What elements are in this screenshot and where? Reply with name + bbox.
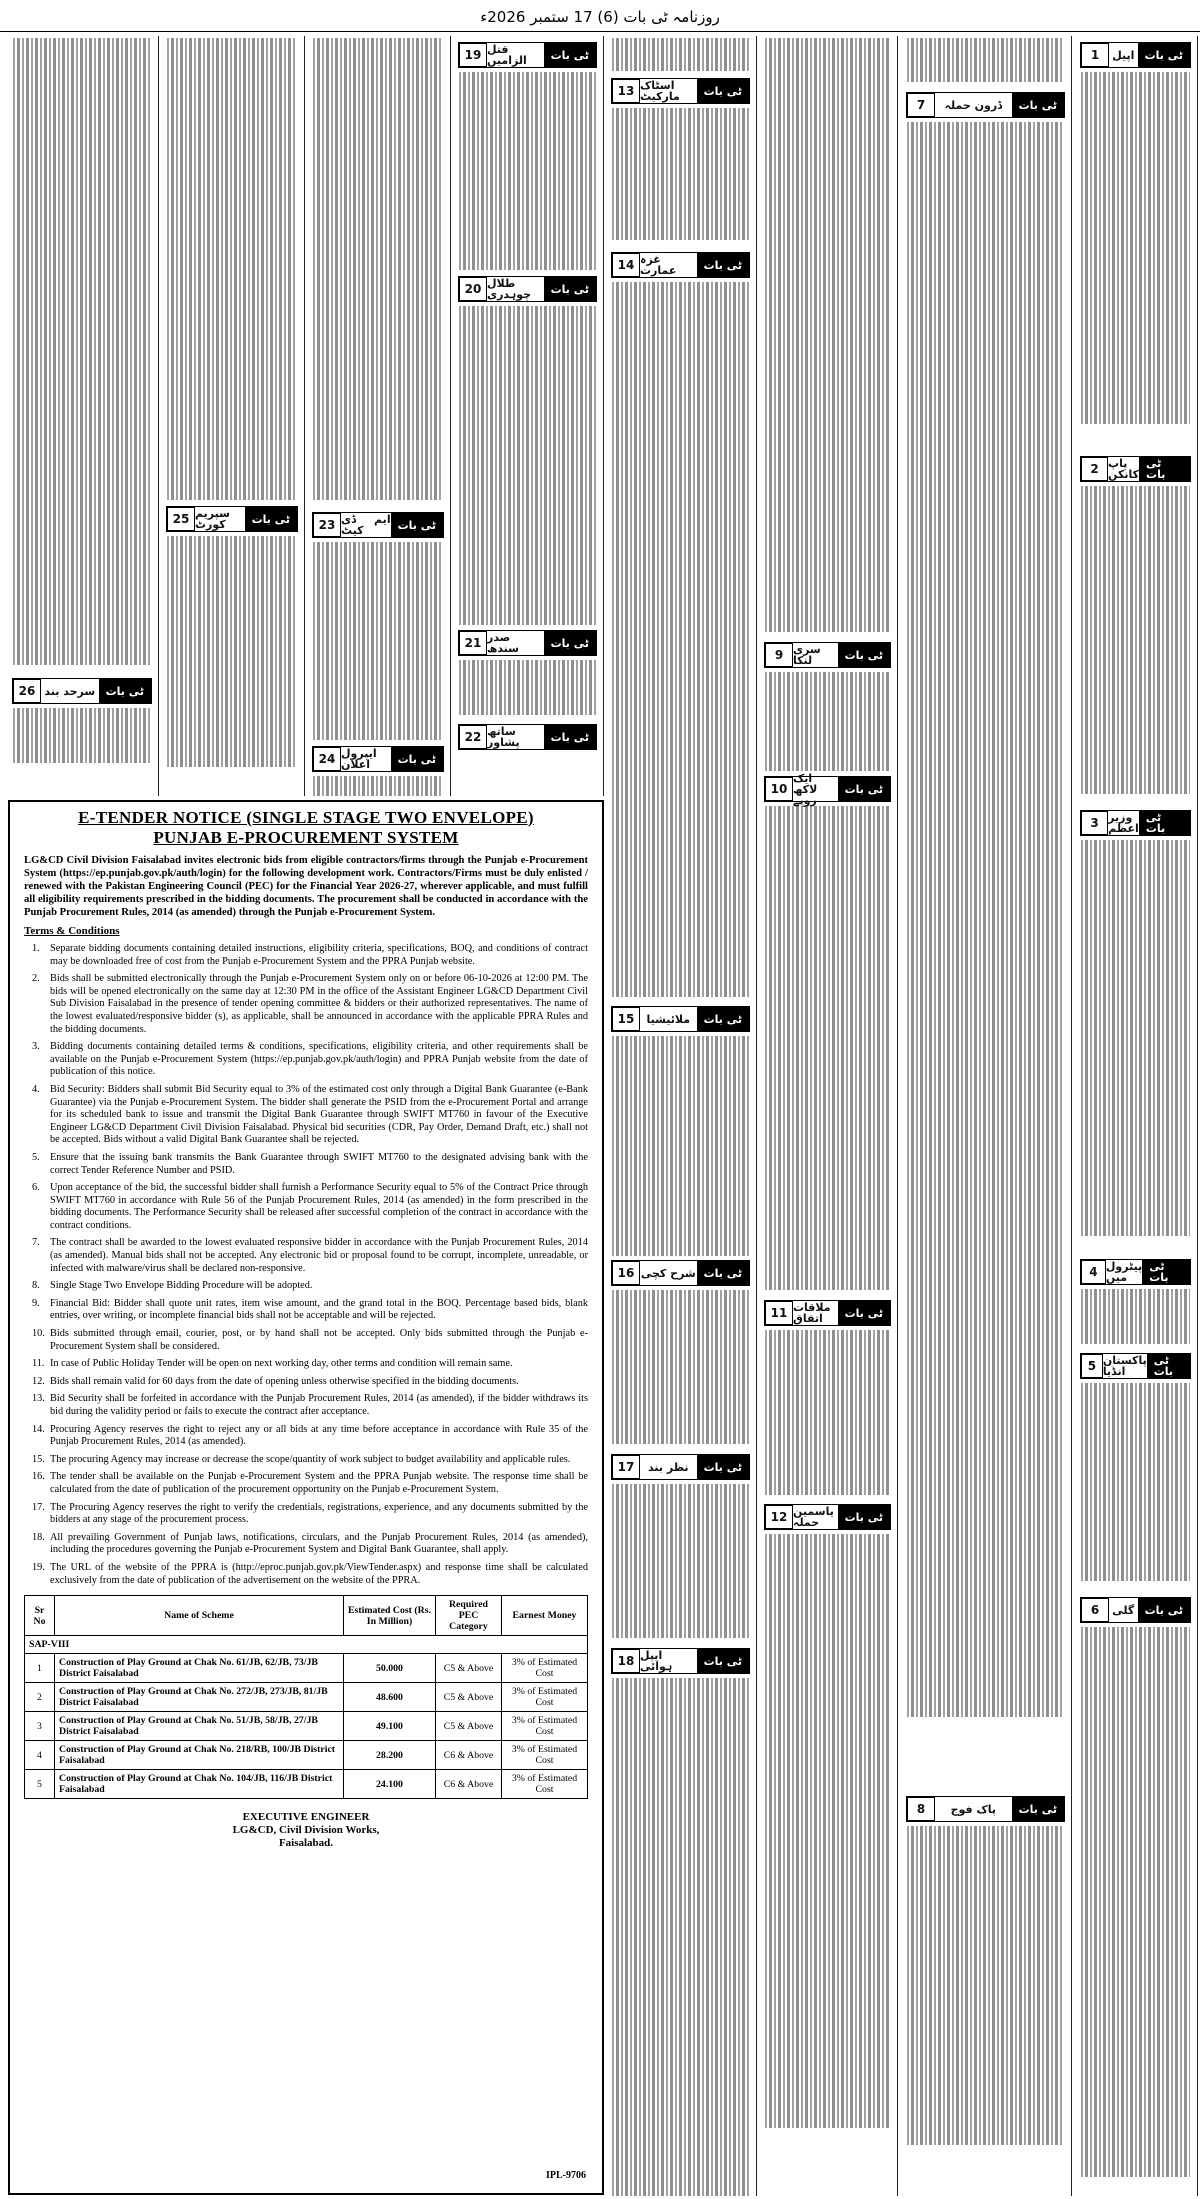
terms-item: 10. Bids submitted through email, courier, post, or by hand shall not be accepted. Only bids submitted through the Punjab e-Procurement System shall be considered. [32,1328,588,1352]
terms-heading: Terms & Conditions [24,925,120,937]
news-banner-16: ٹی بات شرح کچی 16 [611,1260,750,1286]
news-banner-10: ٹی بات ایک لاکھ روپے 10 [764,776,891,802]
news-banner-14: ٹی بات غزہ عمارت 14 [611,252,750,278]
table-header-row [25,1596,588,1636]
news-text-block [609,1484,752,1644]
terms-item: 3. Bidding documents containing detailed terms & conditions, specifications, eligibility criteria, and other requirements shall be available on the Punjab e-Procurement System (https://ep.punjab.gov.pk/auth/login) and PPRA Punjab website from the date of publication of this notice. [32,1041,588,1078]
news-text-block [609,282,752,1002]
terms-item: 5. Ensure that the issuing bank transmits the Bank Guarantee through SWIFT MT760 to the designated advising bank with the correct Tender Reference Number and PSID. [32,1151,588,1176]
newspaper-header [0,8,1200,32]
news-banner-5: ٹی بات پاکستان انڈیا 5 [1080,1353,1191,1379]
terms-item: 2. Bids shall be submitted electronically through the Punjab e-Procurement System only on or before 06-10-2026 at 12:00 PM. The bids will be opened electronically on the same day at 12:30 PM in the office of the Assistant Engineer LG&CD Department Civil Sub Division Faisalabad in the presence of tender opening committee & bidders or their authorized representatives. The name of the lowest evaluated/responsive bidder (s), as applicable, shall be announced in accordance with the applicable PPRA Rules and the bidding documents. [32,973,588,1035]
news-banner-19: ٹی بات قتل الزامیں 19 [458,42,597,68]
news-banner-4: ٹی بات پیٹرول میں 4 [1080,1259,1191,1285]
news-banner-24: ٹی بات ایپرول اعلان 24 [312,746,444,772]
terms-item: 9. Financial Bid: Bidder shall quote unit rates, item wise amount, and the grand total in the BOQ. Percentage based bids, blank entries, over writing, or incomplete financial bids shall not be acceptable and will be rejected. [32,1297,588,1322]
table-row: 3 Construction of Play Ground at Chak No. 51/JB, 58/JB, 27/JB District Faisalabad 49.100 C5 & Above 3% of Estimated Cost [25,1712,588,1741]
header-earnest: Earnest Money [502,1596,588,1636]
news-text-block [10,38,154,674]
tender-title: E-TENDER NOTICE (SINGLE STAGE TWO ENVELOPE) [78,808,534,827]
news-text-block [456,306,599,626]
terms-item: 15. The procuring Agency may increase or decrease the scope/quantity of work subject to budget availability and applicable rules. [32,1453,571,1465]
scheme-table [24,1595,588,1799]
news-text-block [164,38,300,502]
news-text-block [164,536,300,776]
news-column-4 [605,36,757,2196]
news-banner-7: ٹی بات ڈرون حملہ 7 [906,92,1065,118]
news-text-block [762,672,893,772]
terms-item: 13. Bid Security shall be forfeited in accordance with the Punjab Procurement Rules, 2014 (as amended), if the bidder withdraws its bid during the validity period or fails to execute the contract after acceptance. [32,1393,588,1417]
table-row: 4 Construction of Play Ground at Chak No. 218/RB, 100/JB District Faisalabad 28.200 C6 & Above 3% of Estimated Cost [25,1741,588,1770]
news-column-8 [6,36,159,796]
terms-item: 19. The URL of the website of the PPRA is (http://eproc.punjab.gov.pk/ViewTender.aspx) and response time shall be calculated exclusively from the date of publication of the advertisement on the website of the PPRA. [32,1561,588,1586]
terms-list [24,943,588,1587]
news-banner-9: ٹی بات سری لنکا 9 [764,642,891,668]
news-text-block [456,72,599,272]
news-text-block [1078,1627,1193,2196]
terms-item: 12. Bids shall remain valid for 60 days from the date of opening unless otherwise specified in the bidding documents. [32,1375,519,1387]
terms-item: 11. In case of Public Holiday Tender will be open on next working day, other terms and condition will remain same. [32,1358,513,1370]
table-group-row [25,1636,588,1654]
terms-item: 8. Single Stage Two Envelope Bidding Procedure will be adopted. [32,1280,313,1292]
terms-item: 4. Bid Security: Bidders shall submit Bid Security equal to 3% of the estimated cost only through a Digital Bank Guarantee (e-Bank Guarantee) via the Punjab e-Procurement System. The bidder shall generate the PSID from the e-Procurement Portal and arrange for its scheduled bank to issue and transmit the Digital Bank Guarantee through SWIFT MT760 in favour of the Executive Engineer LG&CD Department Civil Division Faisalabad. Physical bid securities (CDR, Pay Order, Demand Draft, etc.) shall not be accepted. Bids without a valid Digital Bank Guarantee shall be rejected. [32,1083,588,1146]
header-sr: Sr No [25,1596,55,1636]
news-banner-26: ٹی بات سرحد بند 26 [12,678,152,704]
tender-subtitle: PUNJAB E-PROCUREMENT SYSTEM [153,828,459,847]
terms-item: 14. Procuring Agency reserves the right to reject any or all bids at any time before acceptance in accordance with Rule 35 of the Punjab Procurement Rules, 2014 (as amended). [32,1423,588,1448]
news-banner-11: ٹی بات ملاقات اتفاق 11 [764,1300,891,1326]
tender-notice [8,800,604,2195]
header-pec: Required PEC Category [436,1596,502,1636]
terms-item: 17. The Procuring Agency reserves the right to verify the credentials, registrations, experience, and any documents submitted by the bidders at any stage of the procurement process. [32,1501,588,1526]
news-banner-3: ٹی بات وزیر اعظم 3 [1080,810,1191,836]
news-column-7 [160,36,305,796]
news-text-block [310,542,446,742]
news-column-1 [1074,36,1198,2196]
table-row: 5 Construction of Play Ground at Chak No. 104/JB, 116/JB District Faisalabad 24.100 C6 & Above 3% of Estimated Cost [25,1770,588,1799]
news-banner-18: ٹی بات ایپل ہوائی 18 [611,1648,750,1674]
header-cost: Estimated Cost (Rs. In Million) [344,1596,436,1636]
news-text-block [609,108,752,248]
reference-code: IPL-9706 [546,2170,586,2181]
news-text-block [1078,1383,1193,1593]
news-banner-25: ٹی بات سپریم کورٹ 25 [166,506,298,532]
news-text-block [456,660,599,720]
terms-item: 16. The tender shall be available on the Punjab e-Procurement System and the PPRA Punjab website. The response time shall be calculated from the date of publication of the procurement opportunity on the Punjab e-Procurement System. [32,1471,588,1495]
header-text: روزنامہ ٹی بات (6) 17 ستمبر 2026ء [480,8,720,26]
news-banner-13: ٹی بات اسٹاک مارکیٹ 13 [611,78,750,104]
news-column-2 [900,36,1072,2196]
news-text-block [310,38,446,508]
news-text-block [762,1534,893,2134]
news-text-block [609,1290,752,1450]
news-text-block [1078,1289,1193,1349]
news-text-block [904,1826,1067,2156]
news-column-6 [306,36,451,796]
news-text-block [762,38,893,638]
news-text-block [1078,486,1193,806]
news-text-block [904,38,1067,88]
news-text-block [609,38,752,74]
group-label: SAP-VIII [25,1636,588,1654]
terms-item: 7. The contract shall be awarded to the lowest evaluated responsive bidder in accordance with the Punjab Procurement Rules, 2014 (as amended). Manual bids shall not be accepted. Any electronic bid or proposal found to be corrupt, incomplete, unreadable, or infected with malware/virus shall be declared non-responsive. [32,1237,588,1274]
news-banner-21: ٹی بات صدر سندھ 21 [458,630,597,656]
terms-item: 6. Upon acceptance of the bid, the successful bidder shall furnish a Performance Security equal to 5% of the Contract Price through SWIFT MT760 in accordance with Rule 56 of the Punjab Procurement Rules, 2014 (as amended) in the form prescribed in the bidding documents. The Performance Security shall be released after successful completion of the contract in accordance with the contract conditions. [32,1182,588,1231]
signature-block: EXECUTIVE ENGINEER LG&CD, Civil Division Works, Faisalabad. [232,1811,380,1850]
news-banner-2: ٹی بات پاپ کانکن 2 [1080,456,1191,482]
news-text-block [310,776,446,796]
news-column-3 [758,36,898,2196]
terms-item: 1. Separate bidding documents containing detailed instructions, eligibility criteria, specifications, BOQ, and conditions of contract may be downloaded free of cost from the Punjab e-Procurement System and the PPRA Punjab website. [32,943,588,967]
news-text-block [609,1678,752,2196]
header-scheme: Name of Scheme [55,1596,344,1636]
news-banner-1: ٹی بات اپیل 1 [1080,42,1191,68]
news-banner-8: ٹی بات پاک فوج 8 [906,1796,1065,1822]
news-banner-12: ٹی بات یاسمین حملہ 12 [764,1504,891,1530]
tender-intro: LG&CD Civil Division Faisalabad invites electronic bids from eligible contractors/firms through the Punjab e-Procurement System (https://ep.punjab.gov.pk/auth/login) for the following development work. Contractors/Firms must be duly enlisted / renewed with the Pakistan Engineering Council (PEC) for the Financial Year 2026-27, wherever applicable, and must fulfill all eligibility requirements prescribed in the bidding documents. The procurement shall be conducted in accordance with the Punjab Procurement Rules, 2014 (as amended) through the Punjab e-Procurement System. [24,855,588,918]
news-text-block [10,708,154,768]
news-banner-15: ٹی بات ملائیشیا 15 [611,1006,750,1032]
news-banner-17: ٹی بات نظر بند 17 [611,1454,750,1480]
news-column-5 [452,36,604,796]
news-text-block [904,122,1067,1792]
news-text-block [762,1330,893,1500]
news-text-block [762,806,893,1296]
news-text-block [1078,840,1193,1255]
table-row: 1 Construction of Play Ground at Chak No. 61/JB, 62/JB, 73/JB District Faisalabad 50.000 C5 & Above 3% of Estimated Cost [25,1654,588,1683]
news-banner-22: ٹی بات ساتھ پشاور 22 [458,724,597,750]
news-banner-20: ٹی بات طلال چوہدری 20 [458,276,597,302]
news-text-block [609,1036,752,1256]
terms-item: 18. All prevailing Government of Punjab laws, notifications, circulars, and the Punjab Procurement Rules, 2014 (as amended), including the procedures governing the Punjab e-Procurement System and Digital Bank Guarantee, shall apply. [32,1531,588,1556]
news-banner-6: ٹی بات گلی 6 [1080,1597,1191,1623]
news-banner-23: ٹی بات ایم ڈی کیٹ 23 [312,512,444,538]
news-text-block [1078,72,1193,452]
table-row: 2 Construction of Play Ground at Chak No. 272/JB, 273/JB, 81/JB District Faisalabad 48.600 C5 & Above 3% of Estimated Cost [25,1683,588,1712]
